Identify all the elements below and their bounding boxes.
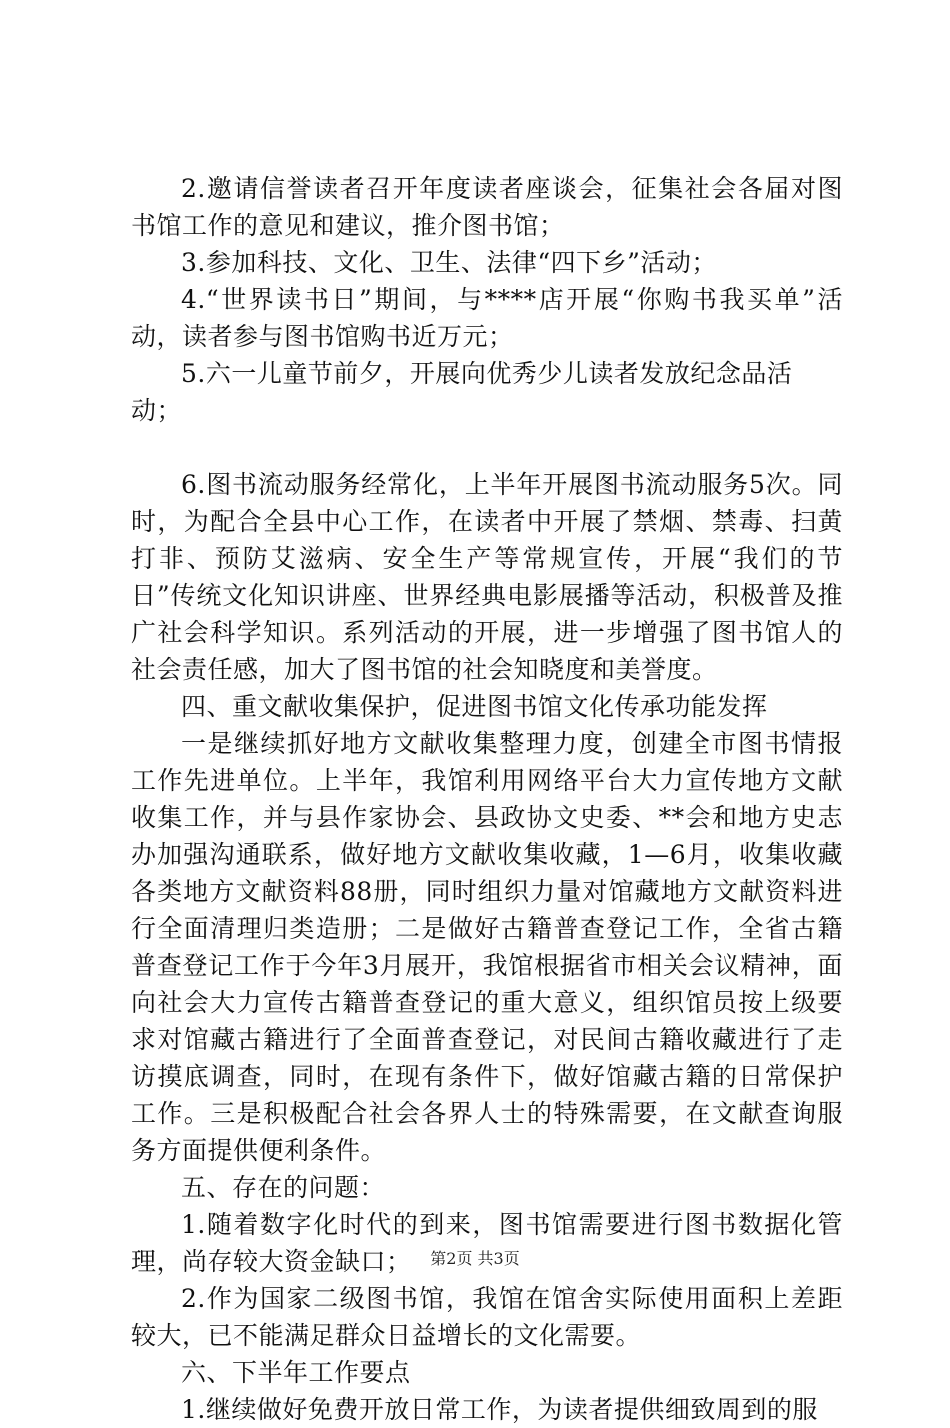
paragraph-childrens-day: 5.六一儿童节前夕，开展向优秀少儿读者发放纪念品活动； xyxy=(131,359,793,425)
document-body xyxy=(131,170,843,1428)
section-heading-literature-protection: 四、重文献收集保护，促进图书馆文化传承功能发挥 xyxy=(181,692,768,721)
section-heading-second-half-plan: 六、下半年工作要点 xyxy=(181,1358,411,1387)
page-footer: 第2页 共3页 xyxy=(430,1249,520,1268)
paragraph-world-book-day: 4.“世界读书日”期间，与****店开展“你购书我买单”活动，读者参与图书馆购书近万元； xyxy=(131,285,843,351)
paragraph-invite-readers: 2.邀请信誉读者召开年度读者座谈会，征集社会各届对图书馆工作的意见和建议，推介图书馆； xyxy=(131,174,843,240)
section-heading-problems: 五、存在的问题： xyxy=(181,1173,386,1202)
paragraph-problem-funding: 1.随着数字化时代的到来，图书馆需要进行图书数据化管理，尚存较大资金缺口； xyxy=(131,1210,843,1276)
paragraph-free-opening: 1.继续做好免费开放日常工作，为读者提供细致周到的服 xyxy=(181,1395,818,1424)
blank-line xyxy=(131,429,843,466)
paragraph-problem-space: 2.作为国家二级图书馆，我馆在馆舍实际使用面积上差距较大，已不能满足群众日益增长的文化需要。 xyxy=(131,1284,843,1350)
paragraph-countryside-activity: 3.参加科技、文化、卫生、法律“四下乡”活动； xyxy=(181,248,717,277)
paragraph-local-literature: 一是继续抓好地方文献收集整理力度，创建全市图书情报工作先进单位。上半年，我馆利用网络平台大力宣传地方文献收集工作，并与县作家协会、县政协文史委、**会和地方史志办加强沟通联系，做好地方文献收集收藏，1—6月，收集收藏各类地方文献资料88册，同时组织力量对馆藏地方文献资料进行全面清理归类造册；二是做好古籍普查登记工作，全省古籍普查登记工作于今年3月展开，我馆根据省市相关会议精神，面向社会大力宣传古籍普查登记的重大意义，组织馆员按上级要求对馆藏古籍进行了全面普查登记，对民间古籍收藏进行了走访摸底调查，同时，在现有条件下，做好馆藏古籍的日常保护工作。三是积极配合社会各界人士的特殊需要，在文献查询服务方面提供便利条件。 xyxy=(131,729,843,1165)
paragraph-mobile-book-service: 6.图书流动服务经常化，上半年开展图书流动服务5次。同时，为配合全县中心工作，在读者中开展了禁烟、禁毒、扫黄打非、预防艾滋病、安全生产等常规宣传，开展“我们的节日”传统文化知识讲座、世界经典电影展播等活动，积极普及推广社会科学知识。系列活动的开展，进一步增强了图书馆人的社会责任感，加大了图书馆的社会知晓度和美誉度。 xyxy=(131,470,843,684)
